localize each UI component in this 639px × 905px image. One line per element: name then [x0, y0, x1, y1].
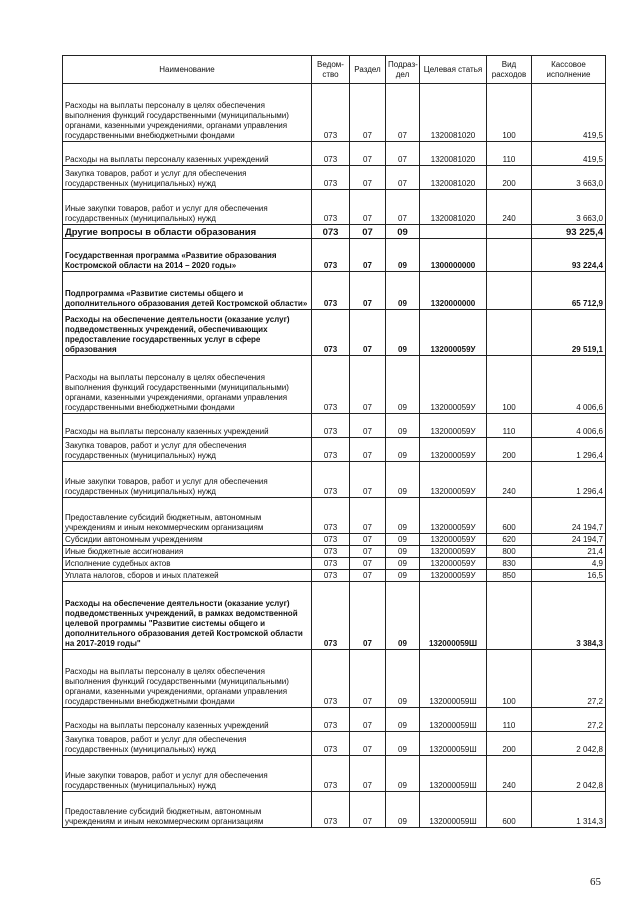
row-name-cell: Исполнение судебных актов [63, 558, 312, 570]
cash-execution-cell: 419,5 [532, 142, 606, 166]
column-header-target-item: Целевая статья [420, 56, 487, 84]
cash-execution-cell: 1 296,4 [532, 438, 606, 462]
section-cell: 07 [350, 166, 386, 190]
department-cell: 073 [312, 190, 350, 225]
table-row [63, 225, 606, 239]
section-cell: 07 [350, 462, 386, 498]
cash-execution-cell: 27,2 [532, 650, 606, 708]
table-row [63, 356, 606, 414]
table-row [63, 650, 606, 708]
table-row [63, 166, 606, 190]
table-row [63, 142, 606, 166]
expense-type-cell: 240 [487, 190, 532, 225]
subsection-cell: 09 [386, 650, 420, 708]
department-cell: 073 [312, 310, 350, 356]
target-item-cell: 1320081020 [420, 190, 487, 225]
table-row [63, 708, 606, 732]
section-cell: 07 [350, 558, 386, 570]
expense-type-cell: 830 [487, 558, 532, 570]
subsection-cell: 07 [386, 166, 420, 190]
row-name-cell: Расходы на выплаты персоналу казенных учреждений [63, 414, 312, 438]
department-cell: 073 [312, 708, 350, 732]
row-name-cell: Расходы на выплаты персоналу казенных учреждений [63, 142, 312, 166]
section-cell: 07 [350, 142, 386, 166]
section-cell: 07 [350, 310, 386, 356]
department-cell: 073 [312, 650, 350, 708]
budget-table [62, 55, 606, 828]
cash-execution-cell: 27,2 [532, 708, 606, 732]
target-item-cell: 132000059У [420, 462, 487, 498]
table-row [63, 239, 606, 272]
row-name-cell: Подпрограмма «Развитие системы общего и дополнительного образования детей Костромской области» [63, 272, 312, 310]
section-cell: 07 [350, 582, 386, 650]
department-cell: 073 [312, 142, 350, 166]
department-cell: 073 [312, 438, 350, 462]
department-cell: 073 [312, 356, 350, 414]
cash-execution-cell: 3 663,0 [532, 166, 606, 190]
expense-type-cell: 100 [487, 650, 532, 708]
subsection-cell: 09 [386, 272, 420, 310]
subsection-cell: 09 [386, 792, 420, 828]
department-cell: 073 [312, 558, 350, 570]
department-cell: 073 [312, 462, 350, 498]
cash-execution-cell: 2 042,8 [532, 732, 606, 756]
cash-execution-cell: 24 194,7 [532, 498, 606, 534]
target-item-cell: 132000059Ш [420, 582, 487, 650]
cash-execution-cell: 24 194,7 [532, 534, 606, 546]
subsection-cell: 09 [386, 225, 420, 239]
target-item-cell: 132000059У [420, 534, 487, 546]
target-item-cell: 132000059Ш [420, 756, 487, 792]
section-cell: 07 [350, 708, 386, 732]
target-item-cell: 132000059У [420, 546, 487, 558]
subsection-cell: 09 [386, 582, 420, 650]
department-cell: 073 [312, 534, 350, 546]
row-name-cell: Предоставление субсидий бюджетным, автономным учреждениям и иным некоммерческим организациям [63, 498, 312, 534]
section-cell: 07 [350, 650, 386, 708]
subsection-cell: 09 [386, 546, 420, 558]
subsection-cell: 07 [386, 142, 420, 166]
row-name-cell: Расходы на выплаты персоналу казенных учреждений [63, 708, 312, 732]
subsection-cell: 09 [386, 756, 420, 792]
expense-type-cell: 200 [487, 166, 532, 190]
subsection-cell: 09 [386, 558, 420, 570]
section-cell: 07 [350, 498, 386, 534]
cash-execution-cell: 93 225,4 [532, 225, 606, 239]
column-header-name: Наименование [63, 56, 312, 84]
section-cell: 07 [350, 546, 386, 558]
row-name-cell: Субсидии автономным учреждениям [63, 534, 312, 546]
row-name-cell: Другие вопросы в области образования [63, 225, 312, 239]
column-header-department: Ведом-ство [312, 56, 350, 84]
column-header-expense-type: Вид расходов [487, 56, 532, 84]
table-header-row [63, 56, 606, 84]
table-row [63, 732, 606, 756]
subsection-cell: 09 [386, 498, 420, 534]
expense-type-cell: 240 [487, 462, 532, 498]
section-cell: 07 [350, 534, 386, 546]
cash-execution-cell: 3 663,0 [532, 190, 606, 225]
department-cell: 073 [312, 582, 350, 650]
expense-type-cell: 800 [487, 546, 532, 558]
department-cell: 073 [312, 414, 350, 438]
expense-type-cell: 850 [487, 570, 532, 582]
target-item-cell: 132000059Ш [420, 708, 487, 732]
cash-execution-cell: 419,5 [532, 84, 606, 142]
section-cell: 07 [350, 792, 386, 828]
row-name-cell: Иные бюджетные ассигнования [63, 546, 312, 558]
section-cell: 07 [350, 732, 386, 756]
section-cell: 07 [350, 190, 386, 225]
target-item-cell [420, 225, 487, 239]
section-cell: 07 [350, 225, 386, 239]
target-item-cell: 132000059Ш [420, 732, 487, 756]
department-cell: 073 [312, 546, 350, 558]
row-name-cell: Закупка товаров, работ и услуг для обеспечения государственных (муниципальных) нужд [63, 166, 312, 190]
table-row [63, 498, 606, 534]
table-row [63, 84, 606, 142]
target-item-cell: 132000059У [420, 356, 487, 414]
section-cell: 07 [350, 239, 386, 272]
department-cell: 073 [312, 84, 350, 142]
row-name-cell: Иные закупки товаров, работ и услуг для обеспечения государственных (муниципальных) нужд [63, 190, 312, 225]
target-item-cell: 132000059У [420, 310, 487, 356]
row-name-cell: Расходы на обеспечение деятельности (оказание услуг) подведомственных учреждений, обеспечивающих предоставление государственных услуг в сфере образования [63, 310, 312, 356]
subsection-cell: 07 [386, 190, 420, 225]
row-name-cell: Уплата налогов, сборов и иных платежей [63, 570, 312, 582]
row-name-cell: Закупка товаров, работ и услуг для обеспечения государственных (муниципальных) нужд [63, 732, 312, 756]
target-item-cell: 1320081020 [420, 84, 487, 142]
target-item-cell: 1320081020 [420, 166, 487, 190]
target-item-cell: 132000059У [420, 438, 487, 462]
expense-type-cell: 620 [487, 534, 532, 546]
expense-type-cell [487, 272, 532, 310]
section-cell: 07 [350, 756, 386, 792]
subsection-cell: 09 [386, 732, 420, 756]
expense-type-cell: 200 [487, 438, 532, 462]
target-item-cell: 132000059Ш [420, 792, 487, 828]
target-item-cell: 1320081020 [420, 142, 487, 166]
table-row [63, 582, 606, 650]
cash-execution-cell: 93 224,4 [532, 239, 606, 272]
table-row [63, 570, 606, 582]
cash-execution-cell: 1 296,4 [532, 462, 606, 498]
expense-type-cell: 600 [487, 792, 532, 828]
column-header-subsection: Подраз-дел [386, 56, 420, 84]
expense-type-cell [487, 225, 532, 239]
row-name-cell: Государственная программа «Развитие образования Костромской области на 2014 – 2020 годы» [63, 239, 312, 272]
row-name-cell: Расходы на выплаты персоналу в целях обеспечения выполнения функций государственными (муниципальными) органами, казенными учреждениями, органами управления государственными внебюджетными фондами [63, 84, 312, 142]
cash-execution-cell: 4,9 [532, 558, 606, 570]
department-cell: 073 [312, 166, 350, 190]
department-cell: 073 [312, 756, 350, 792]
expense-type-cell: 110 [487, 142, 532, 166]
target-item-cell: 132000059У [420, 558, 487, 570]
subsection-cell: 07 [386, 84, 420, 142]
subsection-cell: 09 [386, 570, 420, 582]
department-cell: 073 [312, 272, 350, 310]
department-cell: 073 [312, 498, 350, 534]
table-body [63, 84, 606, 828]
subsection-cell: 09 [386, 438, 420, 462]
section-cell: 07 [350, 356, 386, 414]
expense-type-cell: 100 [487, 84, 532, 142]
subsection-cell: 09 [386, 462, 420, 498]
expense-type-cell [487, 239, 532, 272]
target-item-cell: 132000059У [420, 414, 487, 438]
target-item-cell: 1320000000 [420, 272, 487, 310]
table-row [63, 546, 606, 558]
section-cell: 07 [350, 414, 386, 438]
cash-execution-cell: 21,4 [532, 546, 606, 558]
department-cell: 073 [312, 239, 350, 272]
expense-type-cell: 600 [487, 498, 532, 534]
page-number: 65 [590, 876, 601, 888]
department-cell: 073 [312, 792, 350, 828]
table-row [63, 438, 606, 462]
expense-type-cell [487, 310, 532, 356]
section-cell: 07 [350, 438, 386, 462]
column-header-section: Раздел [350, 56, 386, 84]
section-cell: 07 [350, 570, 386, 582]
row-name-cell: Расходы на обеспечение деятельности (оказание услуг) подведомственных учреждений, в рамках ведомственной целевой программы "Развитие системы общего и дополнительного образования детей Костромской области на 2017-2019 годы" [63, 582, 312, 650]
subsection-cell: 09 [386, 414, 420, 438]
table-row [63, 272, 606, 310]
table-row [63, 414, 606, 438]
subsection-cell: 09 [386, 708, 420, 732]
row-name-cell: Закупка товаров, работ и услуг для обеспечения государственных (муниципальных) нужд [63, 438, 312, 462]
target-item-cell: 1300000000 [420, 239, 487, 272]
expense-type-cell [487, 582, 532, 650]
subsection-cell: 09 [386, 534, 420, 546]
cash-execution-cell: 2 042,8 [532, 756, 606, 792]
cash-execution-cell: 65 712,9 [532, 272, 606, 310]
department-cell: 073 [312, 225, 350, 239]
expense-type-cell: 110 [487, 414, 532, 438]
row-name-cell: Предоставление субсидий бюджетным, автономным учреждениям и иным некоммерческим организациям [63, 792, 312, 828]
target-item-cell: 132000059У [420, 570, 487, 582]
expense-type-cell: 240 [487, 756, 532, 792]
expense-type-cell: 110 [487, 708, 532, 732]
row-name-cell: Иные закупки товаров, работ и услуг для обеспечения государственных (муниципальных) нужд [63, 462, 312, 498]
table-row [63, 558, 606, 570]
cash-execution-cell: 4 006,6 [532, 414, 606, 438]
cash-execution-cell: 29 519,1 [532, 310, 606, 356]
table-row [63, 310, 606, 356]
subsection-cell: 09 [386, 239, 420, 272]
row-name-cell: Расходы на выплаты персоналу в целях обеспечения выполнения функций государственными (муниципальными) органами, казенными учреждениями, органами управления государственными внебюджетными фондами [63, 356, 312, 414]
expense-type-cell: 100 [487, 356, 532, 414]
cash-execution-cell: 4 006,6 [532, 356, 606, 414]
table-row [63, 190, 606, 225]
row-name-cell: Иные закупки товаров, работ и услуг для обеспечения государственных (муниципальных) нужд [63, 756, 312, 792]
table-row [63, 534, 606, 546]
column-header-cash-execution: Кассовое исполнение [532, 56, 606, 84]
cash-execution-cell: 16,5 [532, 570, 606, 582]
table-row [63, 756, 606, 792]
cash-execution-cell: 1 314,3 [532, 792, 606, 828]
table-row [63, 792, 606, 828]
row-name-cell: Расходы на выплаты персоналу в целях обеспечения выполнения функций государственными (муниципальными) органами, казенными учреждениями, органами управления государственными внебюджетными фондами [63, 650, 312, 708]
target-item-cell: 132000059Ш [420, 650, 487, 708]
cash-execution-cell: 3 384,3 [532, 582, 606, 650]
department-cell: 073 [312, 570, 350, 582]
subsection-cell: 09 [386, 356, 420, 414]
section-cell: 07 [350, 84, 386, 142]
department-cell: 073 [312, 732, 350, 756]
subsection-cell: 09 [386, 310, 420, 356]
expense-type-cell: 200 [487, 732, 532, 756]
table-row [63, 462, 606, 498]
target-item-cell: 132000059У [420, 498, 487, 534]
section-cell: 07 [350, 272, 386, 310]
